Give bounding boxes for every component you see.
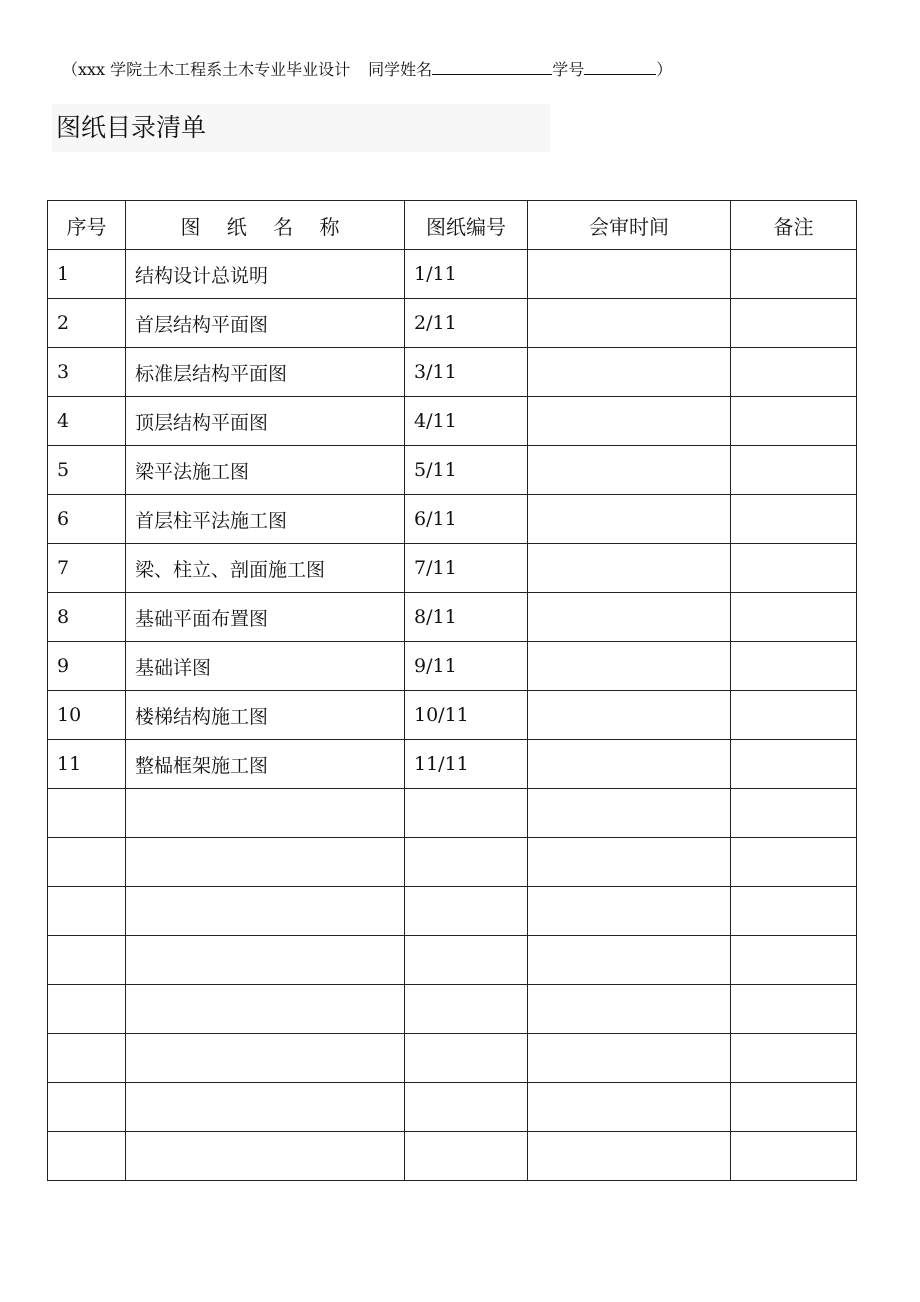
- review-time-cell: [528, 936, 731, 985]
- remarks-cell: [731, 1132, 857, 1181]
- drawing-number-cell: [405, 1034, 528, 1083]
- table-row: [48, 593, 857, 642]
- drawing-name-cell: [126, 887, 405, 936]
- header-suffix: ）: [656, 60, 673, 79]
- review-time-cell: [528, 1132, 731, 1181]
- remarks-cell: [731, 593, 857, 642]
- table-row: [48, 642, 857, 691]
- row-index-cell: 3: [48, 348, 126, 397]
- column-header-drawing-number: 图纸编号: [405, 201, 528, 250]
- row-index-cell: 7: [48, 544, 126, 593]
- row-index-cell: 11: [48, 740, 126, 789]
- table-row: [48, 838, 857, 887]
- remarks-cell: [731, 642, 857, 691]
- drawing-number-cell: [405, 985, 528, 1034]
- row-index-cell: [48, 936, 126, 985]
- drawing-name-cell: 梁平法施工图: [126, 446, 405, 495]
- row-index-cell: 2: [48, 299, 126, 348]
- remarks-cell: [731, 887, 857, 936]
- drawing-name-cell: [126, 1132, 405, 1181]
- table-row: [48, 789, 857, 838]
- table-header-row: [48, 201, 857, 250]
- drawing-name-cell: 梁、柱立、剖面施工图: [126, 544, 405, 593]
- table-row: [48, 250, 857, 299]
- review-time-cell: [528, 299, 731, 348]
- row-index-cell: [48, 985, 126, 1034]
- drawing-number-cell: [405, 789, 528, 838]
- review-time-cell: [528, 1034, 731, 1083]
- review-time-cell: [528, 642, 731, 691]
- remarks-cell: [731, 936, 857, 985]
- column-header-remarks: 备注: [731, 201, 857, 250]
- remarks-cell: [731, 446, 857, 495]
- student-id-field[interactable]: [584, 58, 656, 75]
- review-time-cell: [528, 544, 731, 593]
- remarks-cell: [731, 544, 857, 593]
- drawing-name-cell: 基础平面布置图: [126, 593, 405, 642]
- drawing-name-cell: [126, 1034, 405, 1083]
- row-index-cell: [48, 1034, 126, 1083]
- drawing-name-cell: 整榀框架施工图: [126, 740, 405, 789]
- drawing-name-cell: [126, 789, 405, 838]
- drawing-number-cell: [405, 1083, 528, 1132]
- row-index-cell: 8: [48, 593, 126, 642]
- review-time-cell: [528, 348, 731, 397]
- table-row: [48, 936, 857, 985]
- review-time-cell: [528, 250, 731, 299]
- remarks-cell: [731, 250, 857, 299]
- column-header-drawing-name: 图 纸 名 称: [126, 201, 405, 250]
- student-name-label: 同学姓名: [368, 60, 433, 79]
- column-header-index: 序号: [48, 201, 126, 250]
- remarks-cell: [731, 789, 857, 838]
- drawing-name-cell: 首层柱平法施工图: [126, 495, 405, 544]
- drawing-name-cell: 标准层结构平面图: [126, 348, 405, 397]
- row-index-cell: 10: [48, 691, 126, 740]
- review-time-cell: [528, 985, 731, 1034]
- remarks-cell: [731, 397, 857, 446]
- row-index-cell: 4: [48, 397, 126, 446]
- drawing-name-cell: 基础详图: [126, 642, 405, 691]
- header-prefix: （xxx 学院土木工程系土木专业毕业设计: [62, 60, 351, 79]
- drawing-number-cell: [405, 838, 528, 887]
- remarks-cell: [731, 348, 857, 397]
- table-row: [48, 544, 857, 593]
- row-index-cell: [48, 838, 126, 887]
- drawing-number-cell: 4/11: [405, 397, 528, 446]
- review-time-cell: [528, 838, 731, 887]
- review-time-cell: [528, 495, 731, 544]
- drawing-number-cell: [405, 887, 528, 936]
- review-time-cell: [528, 740, 731, 789]
- table-row: [48, 1034, 857, 1083]
- table-row: [48, 446, 857, 495]
- table-row: [48, 985, 857, 1034]
- row-index-cell: [48, 789, 126, 838]
- table-row: [48, 887, 857, 936]
- review-time-cell: [528, 593, 731, 642]
- drawing-name-cell: 首层结构平面图: [126, 299, 405, 348]
- row-index-cell: [48, 1132, 126, 1181]
- column-header-review-time: 会审时间: [528, 201, 731, 250]
- remarks-cell: [731, 299, 857, 348]
- drawing-number-cell: 7/11: [405, 544, 528, 593]
- review-time-cell: [528, 397, 731, 446]
- drawing-number-cell: [405, 936, 528, 985]
- drawing-number-cell: 3/11: [405, 348, 528, 397]
- drawing-number-cell: 10/11: [405, 691, 528, 740]
- table-body: [48, 250, 857, 1181]
- title-banner: [52, 104, 550, 152]
- drawing-name-cell: [126, 985, 405, 1034]
- remarks-cell: [731, 838, 857, 887]
- table-row: [48, 1083, 857, 1132]
- drawing-name-cell: [126, 1083, 405, 1132]
- drawing-number-cell: 6/11: [405, 495, 528, 544]
- drawing-name-cell: 楼梯结构施工图: [126, 691, 405, 740]
- page-title: 图纸目录清单: [56, 113, 207, 142]
- review-time-cell: [528, 789, 731, 838]
- drawing-number-cell: [405, 1132, 528, 1181]
- table-row: [48, 1132, 857, 1181]
- table-row: [48, 495, 857, 544]
- review-time-cell: [528, 1083, 731, 1132]
- drawing-number-cell: 8/11: [405, 593, 528, 642]
- drawing-name-cell: [126, 936, 405, 985]
- document-header: [62, 58, 672, 81]
- drawing-name-cell: 顶层结构平面图: [126, 397, 405, 446]
- drawing-number-cell: 5/11: [405, 446, 528, 495]
- student-id-label: 学号: [552, 60, 585, 79]
- remarks-cell: [731, 985, 857, 1034]
- row-index-cell: 5: [48, 446, 126, 495]
- review-time-cell: [528, 691, 731, 740]
- remarks-cell: [731, 691, 857, 740]
- row-index-cell: [48, 887, 126, 936]
- review-time-cell: [528, 887, 731, 936]
- drawing-number-cell: 9/11: [405, 642, 528, 691]
- student-name-field[interactable]: [432, 58, 552, 75]
- drawing-number-cell: 11/11: [405, 740, 528, 789]
- remarks-cell: [731, 1083, 857, 1132]
- table-row: [48, 397, 857, 446]
- table-row: [48, 740, 857, 789]
- remarks-cell: [731, 1034, 857, 1083]
- table-row: [48, 299, 857, 348]
- drawing-name-cell: [126, 838, 405, 887]
- table-row: [48, 348, 857, 397]
- remarks-cell: [731, 495, 857, 544]
- row-index-cell: 6: [48, 495, 126, 544]
- row-index-cell: 1: [48, 250, 126, 299]
- row-index-cell: 9: [48, 642, 126, 691]
- review-time-cell: [528, 446, 731, 495]
- row-index-cell: [48, 1083, 126, 1132]
- drawing-name-cell: 结构设计总说明: [126, 250, 405, 299]
- table-row: [48, 691, 857, 740]
- drawing-number-cell: 1/11: [405, 250, 528, 299]
- drawing-catalog-table: [47, 200, 857, 1181]
- remarks-cell: [731, 740, 857, 789]
- drawing-number-cell: 2/11: [405, 299, 528, 348]
